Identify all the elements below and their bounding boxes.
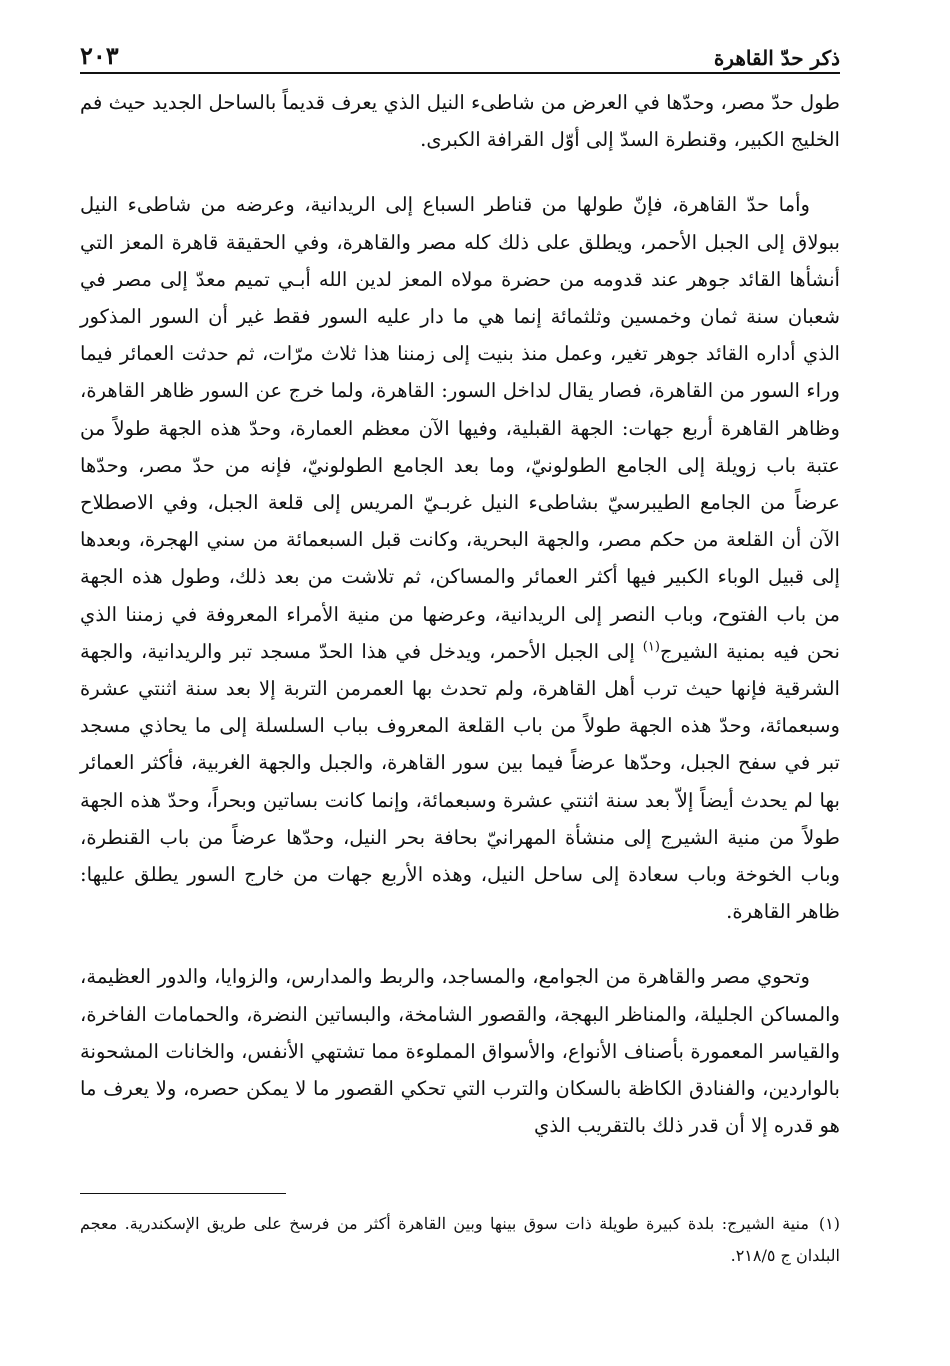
page-header <box>80 28 840 74</box>
paragraph-2-continuation: إلى الجبل الأحمر، ويدخل في هذا الحدّ مسجد تبر والريدانية، والجهة الشرقية فإنها حيث ترب أهل القاهرة، ولم تحدث بها العمرمن التربة إلا بعد سنة اثنتي عشرة وسبعمائة، وحدّ هذه الجهة طولاً من باب القلعة المعروف بباب السلسلة إلى ما يحاذي مسجد تبر في سفح الجبل، وحدّها عرضاً فيما بين سور القاهرة، والجبل والجهة الغربية، فأكثر العمائر بها لم يحدث أيضاً إلاّ بعد سنة اثنتي عشرة وسبعمائة، وإنما كانت بساتين وبحراً، وحدّ هذه الجهة طولاً من منية الشيرج إلى منشأة المهرانيّ بحافة بحر النيل، وحدّها عرضاً من باب القنطرة، وباب الخوخة وباب سعادة إلى ساحل النيل، وهذه الأربع جهات من خارج السور يطلق عليها: ظاهر القاهرة. <box>80 639 840 924</box>
paragraph-2 <box>80 186 840 930</box>
paragraph-1: طول حدّ مصر، وحدّها في العرض من شاطىء النيل الذي يعرف قديماً بالساحل الجديد حيث فم الخليج الكبير، وقنطرة السدّ إلى أوّل القرافة الكبرى. <box>80 91 840 152</box>
paragraph-3: وتحوي مصر والقاهرة من الجوامع، والمساجد، والربط والمدارس، والزوايا، والدور العظيمة، والمساكن الجليلة، والمناظر البهجة، والقصور الشامخة، والبساتين النضرة، والحمامات الفاخرة، والقياسر المعمورة بأصناف الأنواع، والأسواق المملوءة مما تشتهي الأنفس، والخانات المشحونة بالواردين، والفنادق الكاظة بالسكان والترب التي تحكي القصور ما لا يمكن حصره، ولا يعرف ما هو قدره إلا أن قدر ذلك بالتقريب الذي <box>80 965 840 1138</box>
footnote-reference: (١) <box>642 639 660 655</box>
running-title: ذكر حدّ القاهرة <box>713 46 840 70</box>
main-text <box>80 84 840 1144</box>
book-page <box>80 28 840 1265</box>
page-number: ٢٠٣ <box>80 41 119 70</box>
footnote-divider <box>80 1193 286 1194</box>
footnote-1 <box>80 1208 840 1272</box>
footnote-marker: (١) <box>818 1214 840 1233</box>
paragraph-2-text: وأما حدّ القاهرة، فإنّ طولها من قناطر السباع إلى الريدانية، وعرضه من شاطىء النيل ببولاق إلى الجبل الأحمر، ويطلق على ذلك كله مصر والقاهرة، وفي الحقيقة قاهرة المعز التي أنشأها القائد جوهر عند قدومه من حضرة مولاه المعز لدين الله أبـي تميم معدّ إلى مصر في شعبان سنة ثمان وخمسين وثلثمائة إنما هي ما دار عليه السور فقط غير أن السور المذكور الذي أداره القائد جوهر تغير، وعمل منذ بنيت إلى زمننا هذا ثلاث مرّات، ثم حدثت العمائر فيما وراء السور من القاهرة، فصار يقال لداخل السور: القاهرة، ولما خرج عن السور ظاهر القاهرة، وظاهر القاهرة أربع جهات: الجهة القبلية، وفيها الآن معظم العمارة، وحدّ هذه الجهة طولاً من عتبة باب زويلة إلى الجامع الطولونيّ، وما بعد الجامع الطولونيّ، فإنه من حدّ مصر، وحدّها عرضاً من الجامع الطيبرسيّ بشاطىء النيل غربـيّ المريس إلى قلعة الجبل، وفي الاصطلاح الآن أن القلعة من حكم مصر، والجهة البحرية، وكانت قبل السبعمائة من سني الهجرة، وبعدها إلى قبيل الوباء الكبير فيها أكثر العمائر والمساكن، ثم تلاشت من بعد ذلك، وطول هذه الجهة من باب الفتوح، وباب النصر إلى الريدانية، وعرضها من منية الأمراء المعروفة في زمننا الذي نحن فيه بمنية الشيرج <box>80 193 840 663</box>
footnotes <box>80 1208 840 1272</box>
footnote-text: منية الشيرج: بلدة كبيرة طويلة ذات سوق بينها وبين القاهرة أكثر من فرسخ على طريق الإسكندرية. معجم البلدان ج ٢١٨/٥. <box>80 1214 840 1265</box>
